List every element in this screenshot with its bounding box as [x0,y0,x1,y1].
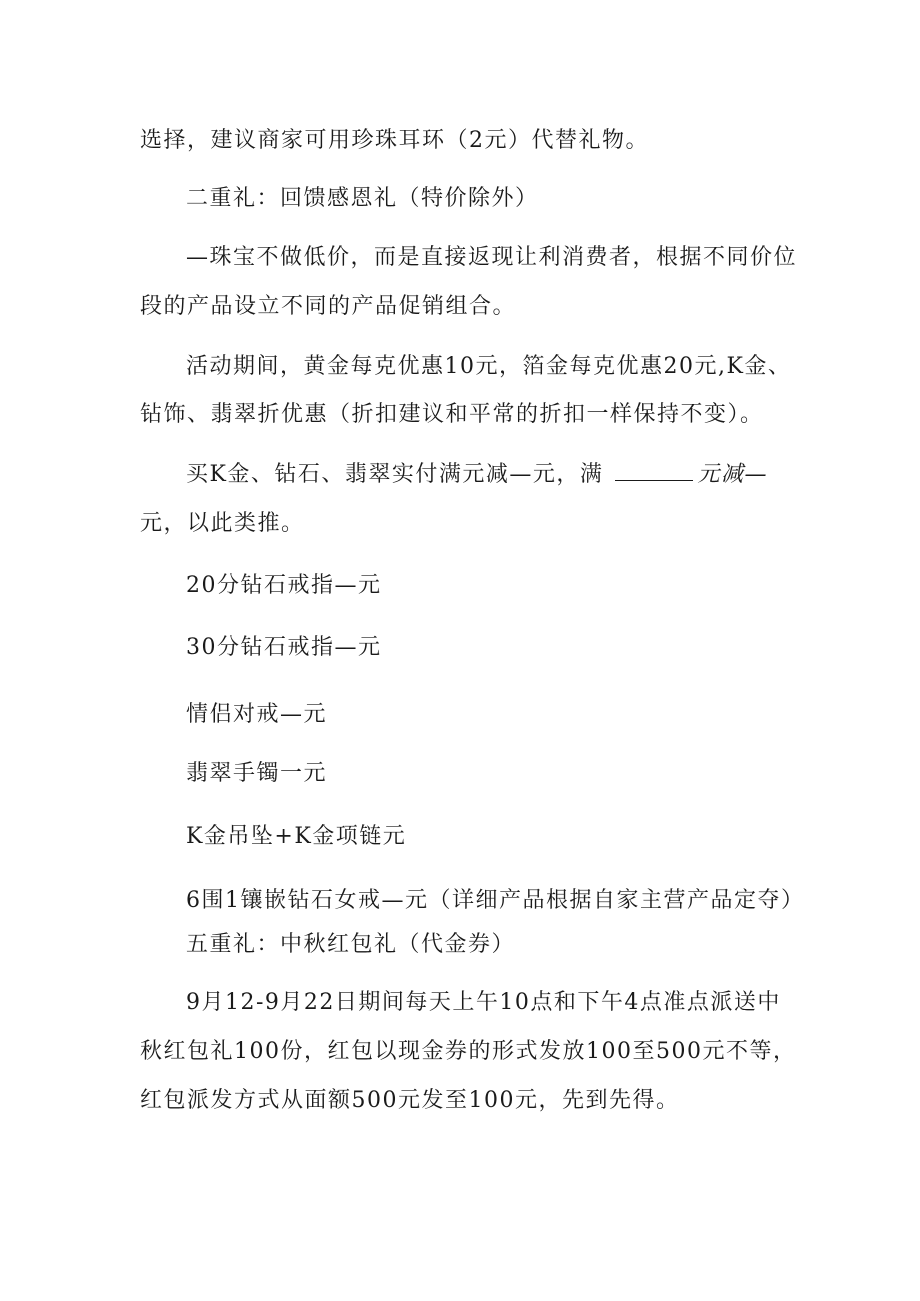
text-line-and-so-on: 元，以此类推。 [140,511,305,536]
spend-reduce-prefix: 买K金、钻石、翡翠实付满元减—元，满 [186,462,604,487]
list-item-six-stone-ring: 6围1镶嵌钻石女戒—元（详细产品根据自家主营产品定夺） [186,888,805,913]
list-item-couple-rings: 情侣对戒—元 [186,702,328,727]
heading-second-gift: 二重礼：回馈感恩礼（特价除外） [186,186,539,211]
list-item-20-diamond-ring: 20分钻石戒指—元 [186,573,382,598]
list-item-k-gold-set: K金吊坠+K金项链元 [186,824,407,849]
heading-fifth-gift: 五重礼：中秋红包礼（代金券） [186,932,516,957]
text-line-cashback-2: 段的产品设立不同的产品促销组合。 [140,294,517,319]
text-line-gift-alternative: 选择，建议商家可用珍珠耳环（2元）代替礼物。 [140,128,649,153]
fill-in-blank [615,462,693,481]
text-line-cashback-1: —珠宝不做低价，而是直接返现让利消费者，根据不同价位 [186,245,798,270]
list-item-30-diamond-ring: 30分钻石戒指—元 [186,635,382,660]
text-line-red-envelope-2: 秋红包礼100份，红包以现金券的形式发放100至500元不等， [140,1039,797,1064]
text-line-red-envelope-3: 红包派发方式从面额500元发至100元，先到先得。 [140,1088,680,1113]
text-line-spend-reduce [186,460,768,490]
text-line-gold-discount-1: 活动期间，黄金每克优惠10元，箔金每克优惠20元,K金、 [186,354,792,379]
text-line-gold-discount-2: 钻饰、翡翠折优惠（折扣建议和平常的折扣一样保持不变）。 [140,402,764,427]
list-item-jade-bracelet: 翡翠手镯一元 [186,761,328,786]
text-line-red-envelope-1: 9月12-9月22日期间每天上午10点和下午4点准点派送中 [186,990,781,1015]
spend-reduce-suffix: 元减— [697,462,768,487]
